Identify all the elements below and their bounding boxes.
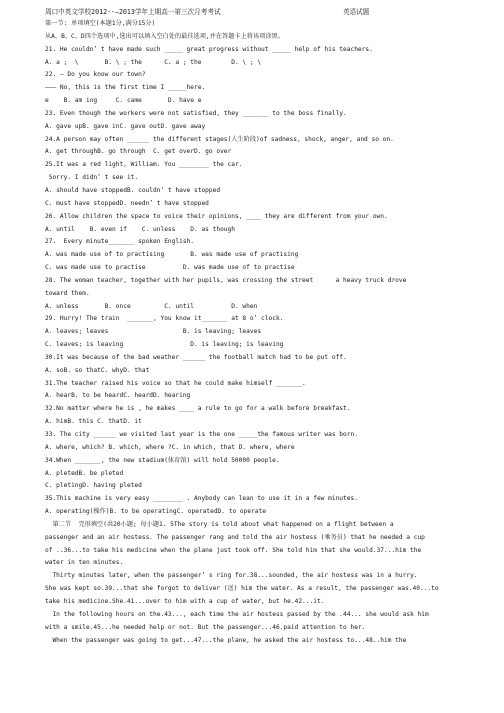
text-line: 28. The woman teacher, together with her pupils, was crossing the street a heavy truck drove xyxy=(45,276,407,284)
text-line: 31.The teacher raised his voice so that he could make himself _______. xyxy=(45,379,306,387)
text-line: C. must have stoppedD. needn’ t have stopped xyxy=(45,199,209,207)
text-line: ——— No, this is the first time I _____here. xyxy=(45,84,206,92)
text-line: 29. Hurry! The train _______, You know it_______ at 8 o’ clock. xyxy=(45,315,284,323)
text-line: A. should have stoppedB. couldn’ t have stopped xyxy=(45,186,221,194)
text-line: A. soB. so thatC. whyD. that xyxy=(45,366,150,374)
text-line: Thirty minutes later, when the passenger’ s ring for.38...sounded, the air hostess was in a hurry. xyxy=(45,572,418,580)
text-line: 35.This machine is very easy ________ . Anybody can lean to use it in a few minutes. xyxy=(45,495,358,503)
text-line: A. unless B. once C. until D. when xyxy=(45,302,258,310)
text-line: A. get throughB. go through C. get overD. go over xyxy=(45,148,232,156)
text-line: When the passenger was going to get...47...the plane, he asked the air hostess to...48..him the xyxy=(45,636,407,644)
text-line: 30.It was because of the bad weather ______ the football match had to be put off. xyxy=(45,353,347,361)
text-line: A. where, which? B. which, where ?C. in which, that D. where, where xyxy=(45,443,295,451)
text-line: A. hearB. to be heardC. heardD. hearing xyxy=(45,392,191,400)
text-line: In the following hours on the.43..., each time the air hostess passed by the .44... she would ask him xyxy=(45,610,429,618)
text-line: A. a ; \ B. \ ; the C. a ; the D. \ ; \ xyxy=(45,58,262,66)
text-line: A. leaves; leaves B. is leaving; leaves xyxy=(45,328,262,336)
text-line: 25.It was a red light, William. You ________ the car. xyxy=(45,161,243,169)
text-line: C. pletingD. having pleted xyxy=(45,482,142,490)
text-line: water in ten minutes. xyxy=(45,559,124,567)
text-line: passenger and an air hostess. The passenger rang and told the air hostess (乘务员) that he needed a cup xyxy=(45,533,425,541)
text-line: 34.When _______, the new stadium(体育馆) will hold 50000 people. xyxy=(45,456,280,464)
exam-body xyxy=(45,18,492,647)
text-line: A. pletedB. be pleted xyxy=(45,469,124,477)
text-line: She was kept so.39...that she forgot to deliver (送) him the water. As a result, the passenger was.40...to xyxy=(45,585,439,593)
text-line: Sorry. I didn’ t see it. xyxy=(45,174,139,182)
text-line: e B. am ing C. came D. have e xyxy=(45,97,202,105)
text-line: 第二节 完形填空(共20小题; 每小题1. 5The story is told about what happened on a flight between a xyxy=(45,520,394,528)
text-line: 第一节: 单项填空(本题1分,满分15分) xyxy=(45,20,156,27)
text-line: A. himB. this C. thatD. it xyxy=(45,418,142,426)
text-line: 26. Allow children the space to voice their opinions, ____ they are different from your own. xyxy=(45,212,388,220)
text-line: 24.A person may often ______ the different stages(人生阶段)of sadness, shock, anger, and so on. xyxy=(45,135,394,143)
text-line: take his medicine.She.41...over to him with a cup of water, but he.42...it. xyxy=(45,597,325,605)
text-line: A. gave upB. gave inC. gave outD. gave away xyxy=(45,122,206,130)
text-line: A. until B. even if C. unless D. as though xyxy=(45,225,235,233)
text-line: toward them. xyxy=(45,289,90,297)
text-line: of ..36...to take his medicine when the plane just took off. She told him that she would.37...him the xyxy=(45,546,422,554)
text-line: with a smile.45...he needed help or not. But the passenger...46.paid attention to her. xyxy=(45,623,366,631)
exam-subject: 英语试题 xyxy=(343,8,370,16)
exam-header xyxy=(45,7,492,18)
text-line: 22. — Do you know our town? xyxy=(45,71,146,79)
text-line: A. operating(操作)B. to be operatingC. operatedD. to operate xyxy=(45,508,266,516)
text-line: A. was made use of to practising B. was made use of practising xyxy=(45,251,299,259)
text-line: 27. Every minute_______ spoken English. xyxy=(45,238,195,246)
text-line: 32.No matter where he is , he makes ____ a rule to go for a walk before breakfast. xyxy=(45,405,351,413)
text-line: C. leaves; is leaving D. is leaving; is leaving xyxy=(45,341,284,349)
exam-title: 周口中英文学校2012--—2013学年上期高一第三次月考考试 xyxy=(45,8,221,16)
text-line: 21. He couldn’ t have made such _____ great progress without _____ help of his teachers. xyxy=(45,45,373,53)
text-line: 33. The city ______ we visited last year is the one _____the famous writer was born. xyxy=(45,431,358,438)
text-line: 从A、B、C、D四个选项中,选出可以填入空白处的最佳选项,并在答题卡上将该项涂黑。 xyxy=(45,32,284,40)
text-line: 23. Even though the workers were not satisfied, they _______ to the boss finally. xyxy=(45,109,347,117)
text-line: C. was made use to practise D. was made use of to practise xyxy=(45,264,295,272)
